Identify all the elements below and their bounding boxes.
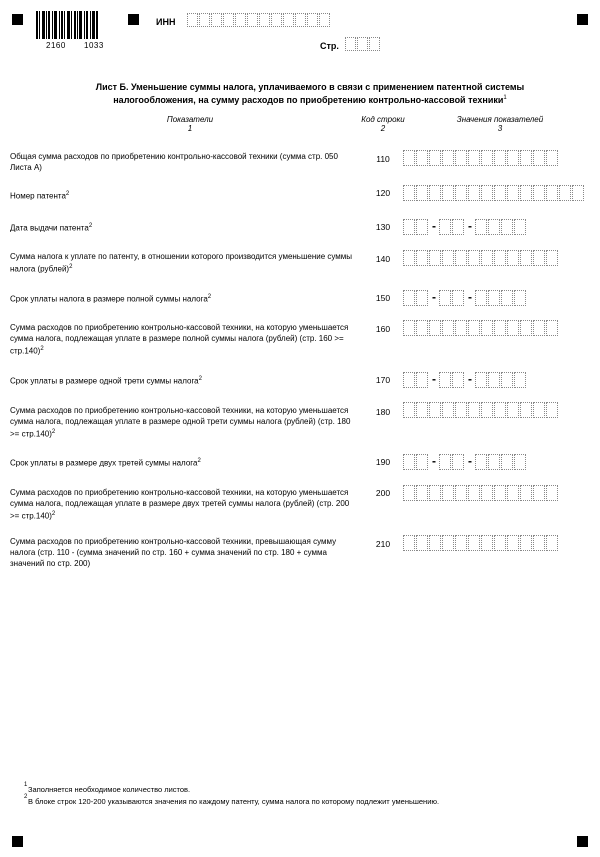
row-label-140: Сумма налога к уплате по патенту, в отношении которого производится уменьшение суммы налога (рублей)$^2$	[10, 252, 353, 274]
page-title	[40, 82, 580, 106]
column-values-number: 3	[497, 124, 503, 133]
row-label-120: Номер патента$^2$	[10, 191, 70, 201]
barcode	[36, 11, 106, 39]
row-code-160: 160	[375, 324, 391, 334]
column-header-values	[440, 115, 560, 133]
row-label-170: Срок уплаты в размере одной трети суммы налога$^2$	[10, 376, 202, 386]
column-indicators-label: Показатели	[166, 115, 214, 124]
inn-field[interactable]	[187, 13, 331, 27]
row-label-150: Срок уплаты налога в размере полной суммы налога$^2$	[10, 294, 212, 304]
corner-marker-bottom-left	[12, 836, 23, 847]
corner-marker-top-right	[577, 14, 588, 25]
footnote-1-mark: 1	[24, 782, 28, 788]
barcode-number-left: 2160	[46, 41, 66, 50]
row-code-150: 150	[375, 293, 391, 303]
row-label-200: Сумма расходов по приобретению контрольно-кассовой техники, на которую уменьшается сумма налога, подлежащая уплате в размере двух третей суммы налога (рублей) (стр. 200 >= стр.140)$^2$	[10, 488, 350, 521]
row-label-110: Общая сумма расходов по приобретению контрольно-кассовой техники (сумма стр. 050 Листа А)	[10, 152, 338, 172]
date-field-170[interactable]: - -	[403, 372, 527, 388]
footnote-2	[24, 794, 440, 806]
page-number-field[interactable]	[345, 37, 381, 51]
value-field-120[interactable]	[403, 185, 585, 201]
row-code-200: 200	[375, 488, 391, 498]
column-header-code	[348, 115, 418, 133]
row-code-110: 110	[376, 154, 390, 164]
value-field-180[interactable]	[403, 402, 559, 418]
footnote-1	[24, 782, 191, 794]
corner-marker-top-mid	[128, 14, 139, 25]
value-field-160[interactable]	[403, 320, 559, 336]
footnote-1-text: Заполняется необходимое количество листов.	[28, 785, 191, 794]
date-field-150[interactable]: - -	[403, 290, 527, 306]
column-code-number: 2	[380, 124, 386, 133]
row-code-120: 120	[375, 188, 391, 198]
corner-marker-top-left	[12, 14, 23, 25]
title-footnote-mark: 1	[503, 95, 507, 101]
row-label-130: Дата выдачи патента$^2$	[10, 223, 93, 233]
row-code-170: 170	[375, 375, 391, 385]
value-field-140[interactable]	[403, 250, 559, 266]
row-code-130: 130	[375, 222, 391, 232]
value-field-110[interactable]	[403, 150, 559, 166]
footnote-2-mark: 2	[24, 794, 28, 800]
barcode-number-right: 1033	[84, 41, 104, 50]
row-label-180: Сумма расходов по приобретению контрольно-кассовой техники, на которую уменьшается сумма налога, подлежащая уплате в размере одной трети суммы налога (рублей) (стр. 180 >= стр.140)$^2$	[10, 406, 351, 439]
column-values-label: Значения показателей	[456, 115, 544, 124]
row-code-180: 180	[375, 407, 391, 417]
row-label-160: Сумма расходов по приобретению контрольно-кассовой техники, на которую уменьшается сумма налога, подлежащая уплате в размере полной суммы налога (рублей) (стр. 160 >= стр.140)$^2$	[10, 323, 349, 356]
column-indicators-number: 1	[187, 124, 193, 133]
row-label-190: Срок уплаты в размере двух третей суммы налога$^2$	[10, 458, 201, 468]
column-code-label: Код строки	[361, 115, 405, 124]
date-field-130[interactable]: - -	[403, 219, 527, 235]
page-label: Стр.	[320, 41, 339, 51]
inn-label: ИНН	[156, 17, 176, 27]
row-label-210: Сумма расходов по приобретению контрольно-кассовой техники, превышающая сумму налога (стр. 110 - (сумма значений по стр. 160 + сумма значений по стр. 180 + сумма значений по стр. 200)	[10, 537, 337, 568]
footnote-2-text: В блоке строк 120-200 указываются значения по каждому патенту, сумма налога по которому подлежит уменьшению.	[28, 797, 440, 806]
row-code-190: 190	[375, 457, 391, 467]
corner-marker-bottom-right	[577, 836, 588, 847]
date-field-190[interactable]: - -	[403, 454, 527, 470]
title-line-2: налогообложения, на сумму расходов по приобретению контрольно-кассовой техники	[113, 95, 504, 105]
title-line-1: Лист Б. Уменьшение суммы налога, уплачиваемого в связи с применением патентной системы	[95, 82, 525, 92]
row-code-210: 210	[375, 539, 391, 549]
row-code-140: 140	[375, 254, 391, 264]
column-header-indicators	[140, 115, 240, 133]
value-field-200[interactable]	[403, 485, 559, 501]
value-field-210[interactable]	[403, 535, 559, 551]
